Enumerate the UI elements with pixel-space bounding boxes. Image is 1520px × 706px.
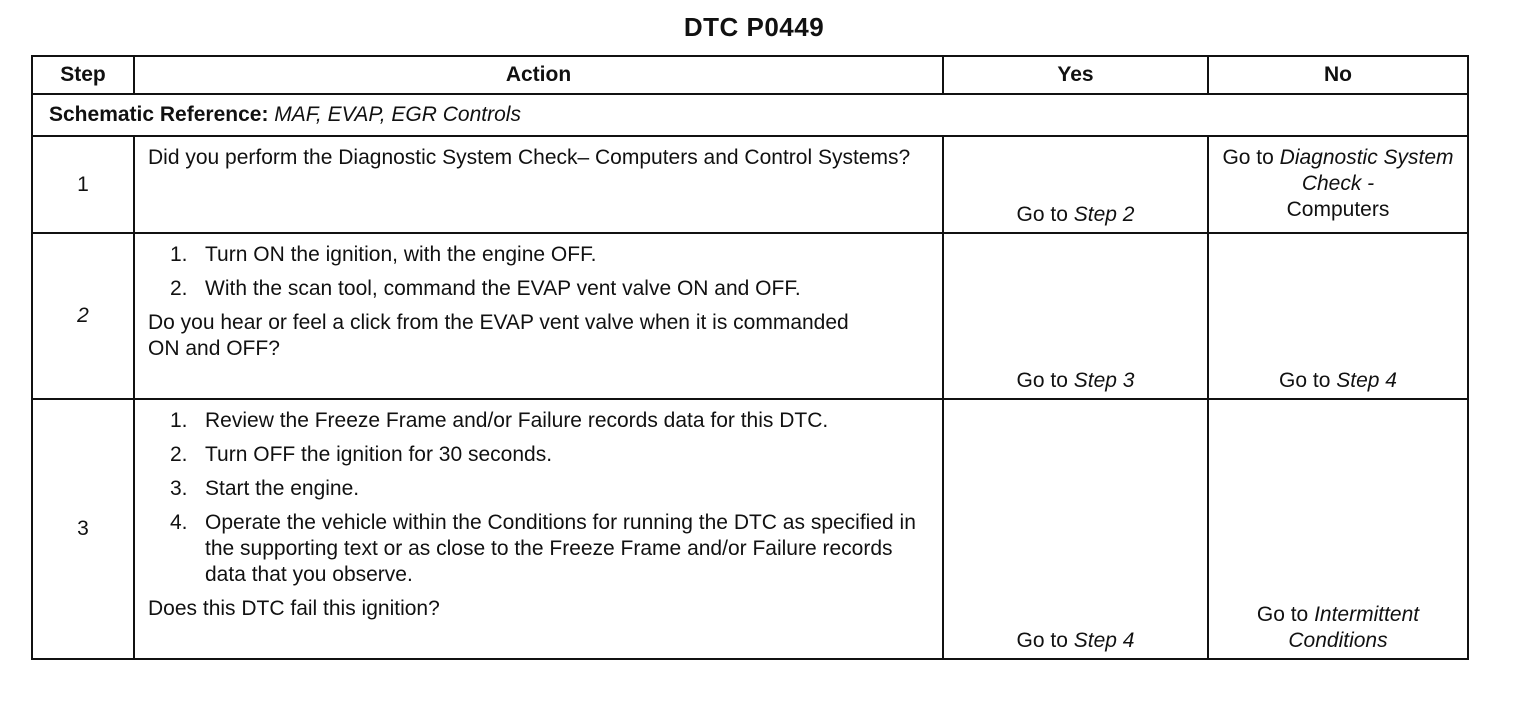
action-question: Did you perform the Diagnostic System Check– Computers and Control Systems? <box>148 146 911 169</box>
no-cell <box>1208 136 1468 233</box>
table-row <box>32 136 1468 233</box>
substep-text: With the scan tool, command the EVAP vent valve ON and OFF. <box>205 277 801 300</box>
action-question: Do you hear or feel a click from the EVAP vent valve when it is commanded ON and OFF? <box>148 311 849 360</box>
yes-target-link[interactable]: Step 3 <box>1073 369 1135 392</box>
schematic-reference <box>32 94 1468 136</box>
list-item <box>148 408 932 434</box>
header-step: Step <box>32 56 134 94</box>
action-question: Does this DTC fail this ignition? <box>148 597 440 620</box>
substep-text: Operate the vehicle within the Conditions for running the DTC as specified in the supporting text or as close to the Freeze Frame and/or Failure records data that you observe. <box>205 511 916 586</box>
no-suffix: Computers <box>1286 198 1390 221</box>
list-item <box>148 510 932 588</box>
yes-cell <box>943 233 1208 399</box>
yes-cell <box>943 136 1208 233</box>
substep-list <box>148 242 932 302</box>
substep-number: 3. <box>170 477 188 500</box>
substep-text: Turn ON the ignition, with the engine OFF. <box>205 243 597 266</box>
action-cell <box>134 399 943 659</box>
no-prefix: Go to <box>1279 369 1331 392</box>
page-title: DTC P0449 <box>683 12 825 42</box>
diagnostic-table <box>31 55 1469 660</box>
no-target-link[interactable]: Intermittent Conditions <box>1288 603 1420 652</box>
action-cell <box>134 136 943 233</box>
list-item <box>148 276 932 302</box>
list-item <box>148 476 932 502</box>
substep-number: 1. <box>170 243 188 266</box>
substep-number: 1. <box>170 409 188 432</box>
schematic-value: MAF, EVAP, EGR Controls <box>274 103 521 126</box>
no-cell <box>1208 399 1468 659</box>
action-cell <box>134 233 943 399</box>
substep-text: Turn OFF the ignition for 30 seconds. <box>205 443 553 466</box>
substep-number: 4. <box>170 511 188 534</box>
yes-target-link[interactable]: Step 2 <box>1073 203 1135 226</box>
schematic-row <box>32 94 1468 136</box>
no-target-link[interactable]: Diagnostic System Check - <box>1279 146 1454 195</box>
step-number: 2 <box>32 233 134 399</box>
list-item <box>148 442 932 468</box>
header-no: No <box>1208 56 1468 94</box>
header-action: Action <box>134 56 943 94</box>
schematic-label: Schematic Reference: <box>49 103 269 126</box>
substep-number: 2. <box>170 443 188 466</box>
yes-cell <box>943 399 1208 659</box>
substep-number: 2. <box>170 277 188 300</box>
yes-prefix: Go to <box>1016 369 1068 392</box>
list-item <box>148 242 932 268</box>
substep-list <box>148 408 932 588</box>
substep-text: Start the engine. <box>205 477 360 500</box>
step-number: 1 <box>32 136 134 233</box>
header-row <box>32 56 1468 94</box>
header-yes: Yes <box>943 56 1208 94</box>
no-prefix: Go to <box>1222 146 1274 169</box>
substep-text: Review the Freeze Frame and/or Failure records data for this DTC. <box>205 409 829 432</box>
no-cell <box>1208 233 1468 399</box>
no-target-link[interactable]: Step 4 <box>1336 369 1397 392</box>
table-row <box>32 233 1468 399</box>
yes-prefix: Go to <box>1016 629 1068 652</box>
step-number: 3 <box>32 399 134 659</box>
table-row <box>32 399 1468 659</box>
yes-target-link[interactable]: Step 4 <box>1073 629 1135 652</box>
no-prefix: Go to <box>1256 603 1309 626</box>
yes-prefix: Go to <box>1016 203 1068 226</box>
